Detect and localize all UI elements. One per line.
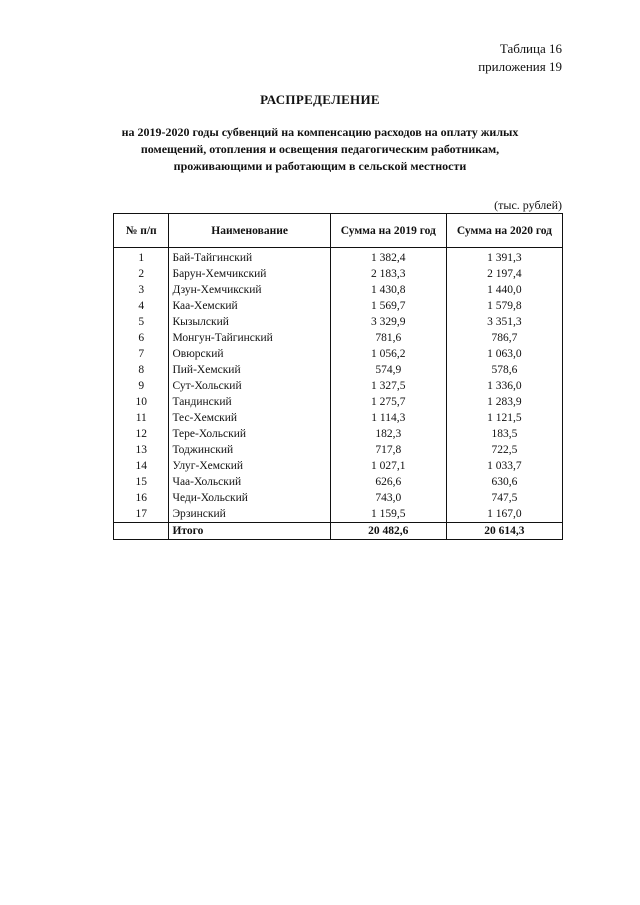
row-number: 9 [114,378,169,394]
table-row [114,458,563,474]
district-name: Чаа-Хольский [169,474,330,490]
document-subtitle [100,124,540,175]
sum-2020: 747,5 [446,490,562,506]
header-sum-2019: Сумма на 2019 год [330,214,446,248]
sum-2019: 1 430,8 [330,282,446,298]
district-name: Сут-Хольский [169,378,330,394]
sum-2020: 183,5 [446,426,562,442]
table-row [114,426,563,442]
sum-2020: 1 063,0 [446,346,562,362]
table-row [114,248,563,267]
row-number: 6 [114,330,169,346]
row-number: 3 [114,282,169,298]
sum-2019: 1 056,2 [330,346,446,362]
row-number: 10 [114,394,169,410]
header-sum-2020: Сумма на 2020 год [446,214,562,248]
sum-2019: 781,6 [330,330,446,346]
total-2020: 20 614,3 [446,523,562,540]
sum-2020: 1 440,0 [446,282,562,298]
sum-2020: 1 167,0 [446,506,562,523]
district-name: Тере-Хольский [169,426,330,442]
sum-2020: 578,6 [446,362,562,378]
sum-2019: 743,0 [330,490,446,506]
sum-2020: 786,7 [446,330,562,346]
subtitle-line: на 2019-2020 годы субвенций на компенсацию расходов на оплату жилых [121,125,519,139]
district-name: Дзун-Хемчикский [169,282,330,298]
table-row [114,410,563,426]
sum-2019: 1 114,3 [330,410,446,426]
row-number: 5 [114,314,169,330]
sum-2019: 1 027,1 [330,458,446,474]
row-number: 14 [114,458,169,474]
row-number: 7 [114,346,169,362]
subtitle-line: проживающими и работающим в сельской местности [173,159,467,173]
total-2019: 20 482,6 [330,523,446,540]
district-name: Каа-Хемский [169,298,330,314]
district-name: Тандинский [169,394,330,410]
district-name: Эрзинский [169,506,330,523]
sum-2020: 1 391,3 [446,248,562,267]
sum-2019: 1 382,4 [330,248,446,267]
sum-2019: 1 569,7 [330,298,446,314]
units-note: (тыс. рублей) [494,198,562,212]
sum-2019: 717,8 [330,442,446,458]
table-row [114,266,563,282]
header-number: № п/п [114,214,169,248]
total-row [114,523,563,540]
row-number: 17 [114,506,169,523]
district-name: Улуг-Хемский [169,458,330,474]
table-row [114,282,563,298]
district-name: Барун-Хемчикский [169,266,330,282]
table-row [114,298,563,314]
total-label: Итого [169,523,330,540]
header-name: Наименование [169,214,330,248]
sum-2019: 574,9 [330,362,446,378]
sum-2019: 3 329,9 [330,314,446,330]
sum-2019: 182,3 [330,426,446,442]
sum-2019: 626,6 [330,474,446,490]
table-row [114,346,563,362]
table-body [114,248,563,540]
table-row [114,394,563,410]
sum-2020: 2 197,4 [446,266,562,282]
sum-2020: 1 336,0 [446,378,562,394]
table-row [114,474,563,490]
sum-2020: 1 579,8 [446,298,562,314]
sum-2020: 722,5 [446,442,562,458]
row-number: 2 [114,266,169,282]
table-row [114,378,563,394]
sum-2020: 630,6 [446,474,562,490]
table-row [114,490,563,506]
district-name: Кызылский [169,314,330,330]
appendix-number: приложения 19 [478,59,562,74]
district-name: Тес-Хемский [169,410,330,426]
table-header-row [114,214,563,248]
table-row [114,330,563,346]
row-number: 8 [114,362,169,378]
table-row [114,506,563,523]
row-number: 16 [114,490,169,506]
row-number: 15 [114,474,169,490]
sum-2020: 1 033,7 [446,458,562,474]
district-name: Бай-Тайгинский [169,248,330,267]
district-name: Тоджинский [169,442,330,458]
distribution-table [113,213,563,540]
table-row [114,362,563,378]
table-reference [478,40,562,76]
sum-2020: 1 283,9 [446,394,562,410]
subtitle-line: помещений, отопления и освещения педагогическим работникам, [140,142,500,156]
table-row [114,442,563,458]
row-number: 4 [114,298,169,314]
district-name: Чеди-Хольский [169,490,330,506]
sum-2019: 1 275,7 [330,394,446,410]
table-number: Таблица 16 [499,41,562,56]
table-row [114,314,563,330]
district-name: Монгун-Тайгинский [169,330,330,346]
sum-2020: 1 121,5 [446,410,562,426]
sum-2020: 3 351,3 [446,314,562,330]
sum-2019: 1 327,5 [330,378,446,394]
total-blank [114,523,169,540]
row-number: 12 [114,426,169,442]
district-name: Пий-Хемский [169,362,330,378]
district-name: Овюрский [169,346,330,362]
document-title: РАСПРЕДЕЛЕНИЕ [260,92,380,107]
row-number: 13 [114,442,169,458]
row-number: 11 [114,410,169,426]
sum-2019: 2 183,3 [330,266,446,282]
row-number: 1 [114,248,169,267]
sum-2019: 1 159,5 [330,506,446,523]
